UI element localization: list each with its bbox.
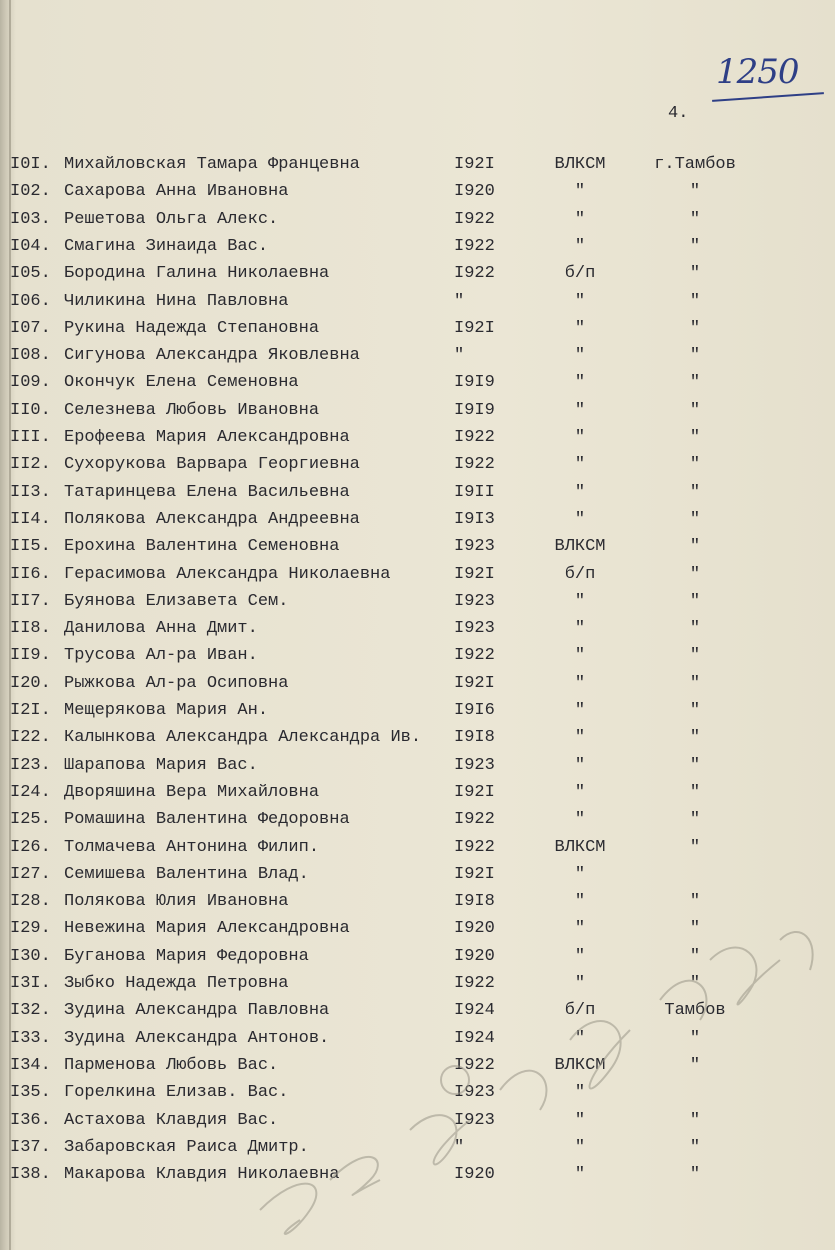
row-number: II3. — [10, 482, 51, 502]
member-name: Горелкина Елизав. Вас. — [64, 1083, 289, 1103]
table-row — [0, 565, 835, 591]
residence-city: " — [689, 755, 701, 775]
birth-year: I923 — [454, 1110, 495, 1130]
party-status: " — [574, 755, 586, 775]
residence-city: " — [689, 264, 701, 284]
member-name: Ромашина Валентина Федоровна — [64, 810, 350, 830]
page-number: 4. — [668, 104, 689, 123]
residence-city: " — [689, 673, 701, 693]
residence-city: " — [689, 974, 701, 993]
table-row — [0, 155, 835, 181]
birth-year: I922 — [454, 810, 495, 830]
sheet-number: 1250 — [716, 52, 799, 92]
residence-city: " — [689, 946, 701, 966]
table-row — [0, 264, 835, 290]
residence-city: " — [689, 209, 701, 229]
member-name: Зудина Александра Павловна — [64, 1001, 330, 1021]
birth-year: I922 — [454, 236, 495, 256]
row-number: I24. — [10, 782, 51, 802]
party-status: " — [574, 810, 586, 830]
row-number: II7. — [10, 591, 51, 611]
member-name: Семишева Валентина Влад. — [64, 864, 309, 884]
party-status: " — [574, 482, 586, 502]
row-number: I03. — [10, 209, 51, 229]
residence-city: " — [689, 373, 701, 393]
row-number: I23. — [10, 755, 51, 775]
table-row — [0, 1083, 835, 1109]
birth-year: I9I8 — [454, 892, 495, 912]
party-status: " — [574, 318, 586, 338]
birth-year: I923 — [454, 619, 495, 639]
member-name: Дворяшина Вера Михайловна — [64, 782, 320, 802]
birth-year: I92I — [454, 155, 495, 174]
table-row — [0, 537, 835, 563]
row-number: I20. — [10, 673, 51, 693]
member-name: Данилова Анна Дмит. — [64, 619, 258, 639]
residence-city: " — [689, 428, 701, 447]
member-name: Чиликина Нина Павловна — [64, 291, 289, 311]
residence-city: " — [689, 591, 701, 611]
sheet-number-underline — [712, 92, 824, 102]
birth-year: " — [454, 346, 465, 366]
residence-city: " — [689, 564, 701, 584]
table-row — [0, 947, 835, 973]
table-row — [0, 646, 835, 672]
birth-year: I9I3 — [454, 509, 495, 529]
table-row — [0, 319, 835, 345]
row-number: I02. — [10, 182, 51, 202]
row-number: I2I. — [10, 701, 51, 720]
row-number: I27. — [10, 864, 51, 884]
member-name: Зыбко Надежда Петровна — [64, 974, 289, 993]
residence-city: " — [689, 1165, 701, 1185]
birth-year: I920 — [454, 182, 495, 202]
party-status: " — [574, 182, 586, 202]
birth-year: I922 — [454, 1055, 495, 1075]
member-name: Толмачева Антонина Филип. — [64, 837, 320, 857]
table-row — [0, 674, 835, 700]
birth-year: " — [454, 291, 465, 311]
row-number: II9. — [10, 646, 51, 666]
party-status: " — [574, 373, 586, 393]
member-name: Рыжкова Ал-ра Осиповна — [64, 673, 289, 693]
member-name: Сахарова Анна Ивановна — [64, 182, 289, 202]
birth-year: I920 — [454, 919, 495, 939]
residence-city: " — [689, 646, 701, 666]
birth-year: " — [454, 1137, 465, 1157]
row-number: II0. — [10, 400, 51, 420]
table-row — [0, 838, 835, 864]
party-status: " — [574, 701, 586, 720]
residence-city: " — [689, 1028, 701, 1048]
residence-city: " — [689, 919, 701, 939]
party-status: " — [574, 236, 586, 256]
party-status: " — [574, 1110, 586, 1130]
member-name: Макарова Клавдия Николаевна — [64, 1165, 340, 1185]
table-row — [0, 1165, 835, 1191]
table-row — [0, 592, 835, 618]
table-row — [0, 1029, 835, 1055]
residence-city: " — [689, 537, 701, 557]
party-status: " — [574, 591, 586, 611]
table-row — [0, 373, 835, 399]
member-name: Парменова Любовь Вас. — [64, 1055, 279, 1075]
party-status: " — [574, 728, 586, 748]
table-row — [0, 1001, 835, 1027]
member-name: Решетова Ольга Алекс. — [64, 209, 279, 229]
table-row — [0, 865, 835, 891]
table-row — [0, 619, 835, 645]
row-number: III. — [10, 428, 51, 447]
residence-city: " — [689, 810, 701, 830]
residence-city: " — [689, 1137, 701, 1157]
party-status: " — [574, 428, 586, 447]
row-number: I05. — [10, 264, 51, 284]
birth-year: I923 — [454, 755, 495, 775]
row-number: I35. — [10, 1083, 51, 1103]
residence-city: " — [689, 1110, 701, 1130]
member-name: Ерофеева Мария Александровна — [64, 428, 350, 447]
row-number: I22. — [10, 728, 51, 748]
party-status: " — [574, 509, 586, 529]
row-number: I3I. — [10, 974, 51, 993]
birth-year: I922 — [454, 264, 495, 284]
residence-city: " — [689, 318, 701, 338]
member-name: Герасимова Александра Николаевна — [64, 564, 391, 584]
member-name: Невежина Мария Александровна — [64, 919, 350, 939]
member-name: Полякова Юлия Ивановна — [64, 892, 289, 912]
residence-city: " — [689, 482, 701, 502]
party-status: ВЛКСМ — [554, 537, 606, 557]
birth-year: I924 — [454, 1028, 495, 1048]
birth-year: I92I — [454, 673, 495, 693]
table-row — [0, 455, 835, 481]
birth-year: I9II — [454, 482, 495, 502]
member-name: Татаринцева Елена Васильевна — [64, 482, 350, 502]
birth-year: I922 — [454, 646, 495, 666]
table-row — [0, 292, 835, 318]
residence-city: " — [689, 236, 701, 256]
residence-city: " — [689, 455, 701, 475]
residence-city: " — [689, 400, 701, 420]
member-name: Сухорукова Варвара Георгиевна — [64, 455, 360, 475]
member-name: Ерохина Валентина Семеновна — [64, 537, 340, 557]
residence-city: " — [689, 346, 701, 366]
table-row — [0, 237, 835, 263]
birth-year: I922 — [454, 837, 495, 857]
member-name: Бородина Галина Николаевна — [64, 264, 330, 284]
member-name: Буянова Елизавета Сем. — [64, 591, 289, 611]
party-status: " — [574, 646, 586, 666]
row-number: I25. — [10, 810, 51, 830]
table-row — [0, 810, 835, 836]
party-status: " — [574, 946, 586, 966]
party-status: " — [574, 864, 586, 884]
table-row — [0, 428, 835, 454]
table-row — [0, 701, 835, 727]
party-status: " — [574, 291, 586, 311]
table-row — [0, 783, 835, 809]
birth-year: I92I — [454, 564, 495, 584]
member-name: Трусова Ал-ра Иван. — [64, 646, 258, 666]
party-status: " — [574, 346, 586, 366]
member-name: Шарапова Мария Вас. — [64, 755, 258, 775]
birth-year: I920 — [454, 946, 495, 966]
party-status: " — [574, 919, 586, 939]
member-name: Сигунова Александра Яковлевна — [64, 346, 360, 366]
birth-year: I922 — [454, 209, 495, 229]
table-row — [0, 974, 835, 1000]
row-number: II5. — [10, 537, 51, 557]
row-number: II6. — [10, 564, 51, 584]
party-status: " — [574, 400, 586, 420]
residence-city: " — [689, 892, 701, 912]
table-row — [0, 892, 835, 918]
birth-year: I923 — [454, 537, 495, 557]
table-row — [0, 346, 835, 372]
party-status: " — [574, 1083, 586, 1103]
residence-city: " — [689, 1055, 701, 1075]
row-number: I07. — [10, 318, 51, 338]
row-number: I26. — [10, 837, 51, 857]
row-number: I04. — [10, 236, 51, 256]
party-status: " — [574, 782, 586, 802]
party-status: " — [574, 974, 586, 993]
member-name: Буганова Мария Федоровна — [64, 946, 309, 966]
member-name: Полякова Александра Андреевна — [64, 509, 360, 529]
row-number: I33. — [10, 1028, 51, 1048]
party-status: б/п — [564, 264, 596, 284]
member-name: Зудина Александра Антонов. — [64, 1028, 330, 1048]
party-status: " — [574, 455, 586, 475]
residence-city: " — [689, 291, 701, 311]
residence-city: " — [689, 182, 701, 202]
residence-city: " — [689, 509, 701, 529]
party-status: ВЛКСМ — [554, 1055, 606, 1075]
member-name: Смагина Зинаида Вас. — [64, 236, 269, 256]
table-row — [0, 510, 835, 536]
row-number: I32. — [10, 1001, 51, 1021]
party-status: ВЛКСМ — [554, 837, 606, 857]
birth-year: I922 — [454, 428, 495, 447]
member-name: Астахова Клавдия Вас. — [64, 1110, 279, 1130]
row-number: I06. — [10, 291, 51, 311]
row-number: I29. — [10, 919, 51, 939]
birth-year: I9I8 — [454, 728, 495, 748]
table-row — [0, 728, 835, 754]
row-number: I34. — [10, 1055, 51, 1075]
member-name: Михайловская Тамара Францевна — [64, 155, 360, 174]
party-status: " — [574, 1137, 586, 1157]
row-number: I36. — [10, 1110, 51, 1130]
residence-city: г.Тамбов — [654, 155, 736, 174]
party-status: б/п — [564, 564, 596, 584]
member-name: Окончук Елена Семеновна — [64, 373, 299, 393]
party-status: ВЛКСМ — [554, 155, 606, 174]
party-status: " — [574, 892, 586, 912]
table-row — [0, 1138, 835, 1164]
row-number: I38. — [10, 1165, 51, 1185]
birth-year: I922 — [454, 974, 495, 993]
row-number: I08. — [10, 346, 51, 366]
birth-year: I92I — [454, 318, 495, 338]
residence-city: " — [689, 701, 701, 720]
member-name: Селезнева Любовь Ивановна — [64, 400, 320, 420]
birth-year: I922 — [454, 455, 495, 475]
party-status: " — [574, 1165, 586, 1185]
row-number: I37. — [10, 1137, 51, 1157]
row-number: II4. — [10, 509, 51, 529]
party-status: " — [574, 673, 586, 693]
member-name: Забаровская Раиса Дмитр. — [64, 1137, 309, 1157]
table-row — [0, 182, 835, 208]
member-name: Мещерякова Мария Ан. — [64, 701, 269, 720]
birth-year: I924 — [454, 1001, 495, 1021]
table-row — [0, 401, 835, 427]
birth-year: I923 — [454, 1083, 495, 1103]
birth-year: I92I — [454, 864, 495, 884]
table-row — [0, 483, 835, 509]
party-status: б/п — [564, 1001, 596, 1021]
birth-year: I92I — [454, 782, 495, 802]
row-number: II2. — [10, 455, 51, 475]
birth-year: I920 — [454, 1165, 495, 1185]
residence-city: " — [689, 619, 701, 639]
table-row — [0, 919, 835, 945]
birth-year: I9I9 — [454, 400, 495, 420]
table-row — [0, 756, 835, 782]
table-row — [0, 1111, 835, 1137]
residence-city: Тамбов — [664, 1001, 726, 1021]
member-name: Калынкова Александра Александра Ив. — [64, 728, 422, 748]
row-number: I28. — [10, 892, 51, 912]
residence-city: " — [689, 728, 701, 748]
row-number: I0I. — [10, 155, 51, 174]
row-number: II8. — [10, 619, 51, 639]
row-number: I30. — [10, 946, 51, 966]
party-status: " — [574, 619, 586, 639]
row-number: I09. — [10, 373, 51, 393]
birth-year: I9I9 — [454, 373, 495, 393]
birth-year: I923 — [454, 591, 495, 611]
table-row — [0, 210, 835, 236]
table-row — [0, 1056, 835, 1082]
residence-city: " — [689, 837, 701, 857]
birth-year: I9I6 — [454, 701, 495, 720]
party-status: " — [574, 209, 586, 229]
party-status: " — [574, 1028, 586, 1048]
member-name: Рукина Надежда Степановна — [64, 318, 320, 338]
residence-city: " — [689, 782, 701, 802]
